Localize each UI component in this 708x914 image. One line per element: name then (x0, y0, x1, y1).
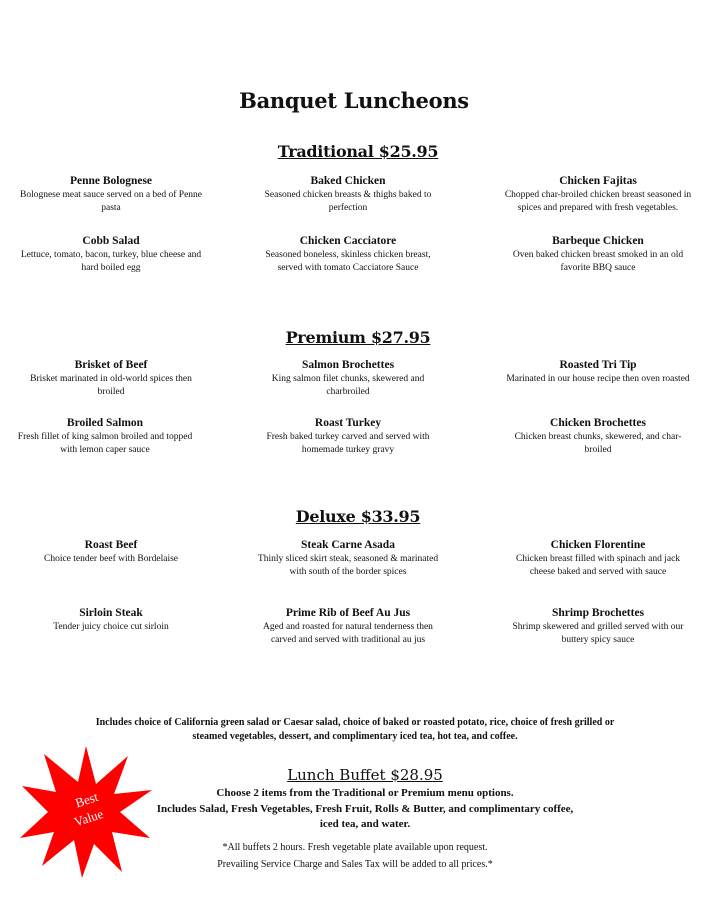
item-description: Seasoned boneless, skinless chicken breast, served with tomato Cacciatore Sauce (265, 250, 431, 273)
badge-text-best: Best (73, 789, 100, 811)
item-description: Tender juicy choice cut sirloin (53, 622, 169, 632)
menu-item (16, 606, 206, 634)
section-heading-premium: Premium $27.95 (285, 328, 431, 347)
menu-item (503, 538, 693, 579)
best-value-starburst (16, 742, 156, 882)
item-name: Baked Chicken (310, 175, 386, 187)
menu-item (16, 174, 206, 215)
item-description: Oven baked chicken breast smoked in an old favorite BBQ sauce (512, 250, 684, 273)
menu-item (16, 538, 206, 566)
menu-item (253, 358, 443, 399)
badge-text-value: Value (72, 806, 106, 830)
item-name: Chicken Florentine (550, 539, 646, 551)
menu-item (503, 416, 693, 457)
menu-item (10, 416, 200, 457)
includes-note: Includes choice of California green salad or Caesar salad, choice of baked or roasted potato, rice, choice of fresh grilled or steamed vegetables, dessert, and complimentary iced tea, hot tea, and coffee. (95, 717, 615, 742)
item-name: Steak Carne Asada (301, 539, 395, 551)
disclaimer-line-1: *All buffets 2 hours. Fresh vegetable plate available upon request. (222, 842, 488, 853)
item-description: Chopped char-broiled chicken breast seasoned in spices and prepared with fresh vegetables. (504, 190, 692, 213)
menu-item (503, 174, 693, 215)
item-description: Seasoned chicken breasts & thighs baked to perfection (264, 190, 432, 213)
item-description: Shrimp skewered and grilled served with our buttery spicy sauce (512, 622, 684, 645)
item-name: Chicken Cacciatore (299, 235, 397, 247)
item-description: Chicken breast chunks, skewered, and char-broiled (514, 432, 682, 455)
menu-item (253, 606, 443, 647)
disclaimer-line-2: Prevailing Service Charge and Sales Tax will be added to all prices.* (217, 859, 493, 870)
buffet-choose-line: Choose 2 items from the Traditional or Premium menu options. (216, 787, 514, 799)
item-name: Brisket of Beef (74, 359, 148, 371)
item-name: Barbeque Chicken (552, 235, 644, 247)
item-name: Roasted Tri Tip (559, 359, 637, 371)
item-description: Bolognese meat sauce served on a bed of Penne pasta (19, 190, 203, 213)
item-name: Broiled Salmon (66, 417, 144, 429)
item-name: Salmon Brochettes (301, 359, 395, 371)
menu-item (253, 538, 443, 579)
item-description: Marinated in our house recipe then oven roasted (506, 374, 690, 384)
menu-item (16, 358, 206, 399)
buffet-includes-line: Includes Salad, Fresh Vegetables, Fresh Fruit, Rolls & Butter, and complimentary coffee, iced tea, and water. (156, 803, 574, 830)
menu-item (253, 234, 443, 275)
item-description: Fresh fillet of king salmon broiled and topped with lemon caper sauce (17, 432, 193, 455)
item-name: Penne Bolognese (69, 175, 153, 187)
item-name: Sirloin Steak (79, 607, 143, 619)
item-name: Chicken Brochettes (550, 417, 646, 429)
item-name: Shrimp Brochettes (551, 607, 645, 619)
item-name: Roast Turkey (314, 417, 382, 429)
menu-item (503, 606, 693, 647)
item-description: Chicken breast filled with spinach and jack cheese baked and served with sauce (515, 554, 681, 577)
disclaimer (150, 839, 560, 873)
item-description: Thinly sliced skirt steak, seasoned & marinated with south of the border spices (257, 554, 439, 577)
menu-item (253, 174, 443, 215)
item-description: King salmon filet chunks, skewered and charbroiled (271, 374, 425, 397)
item-description: Aged and roasted for natural tenderness then carved and served with traditional au jus (263, 622, 433, 645)
item-name: Cobb Salad (82, 235, 140, 247)
item-name: Prime Rib of Beef Au Jus (285, 607, 411, 619)
menu-item (253, 416, 443, 457)
item-description: Brisket marinated in old-world spices then broiled (30, 374, 192, 397)
lunch-buffet-heading: Lunch Buffet $28.95 (287, 766, 443, 784)
item-description: Lettuce, tomato, bacon, turkey, blue cheese and hard boiled egg (20, 250, 202, 273)
item-name: Chicken Fajitas (559, 175, 637, 187)
menu-item (16, 234, 206, 275)
item-description: Choice tender beef with Bordelaise (43, 554, 178, 564)
menu-item (503, 234, 693, 275)
page-title: Banquet Luncheons (239, 88, 469, 113)
item-name: Roast Beef (84, 539, 138, 551)
section-heading-deluxe: Deluxe $33.95 (295, 507, 421, 526)
item-description: Fresh baked turkey carved and served with homemade turkey gravy (266, 432, 430, 455)
menu-item (503, 358, 693, 386)
section-heading-traditional: Traditional $25.95 (277, 142, 439, 161)
